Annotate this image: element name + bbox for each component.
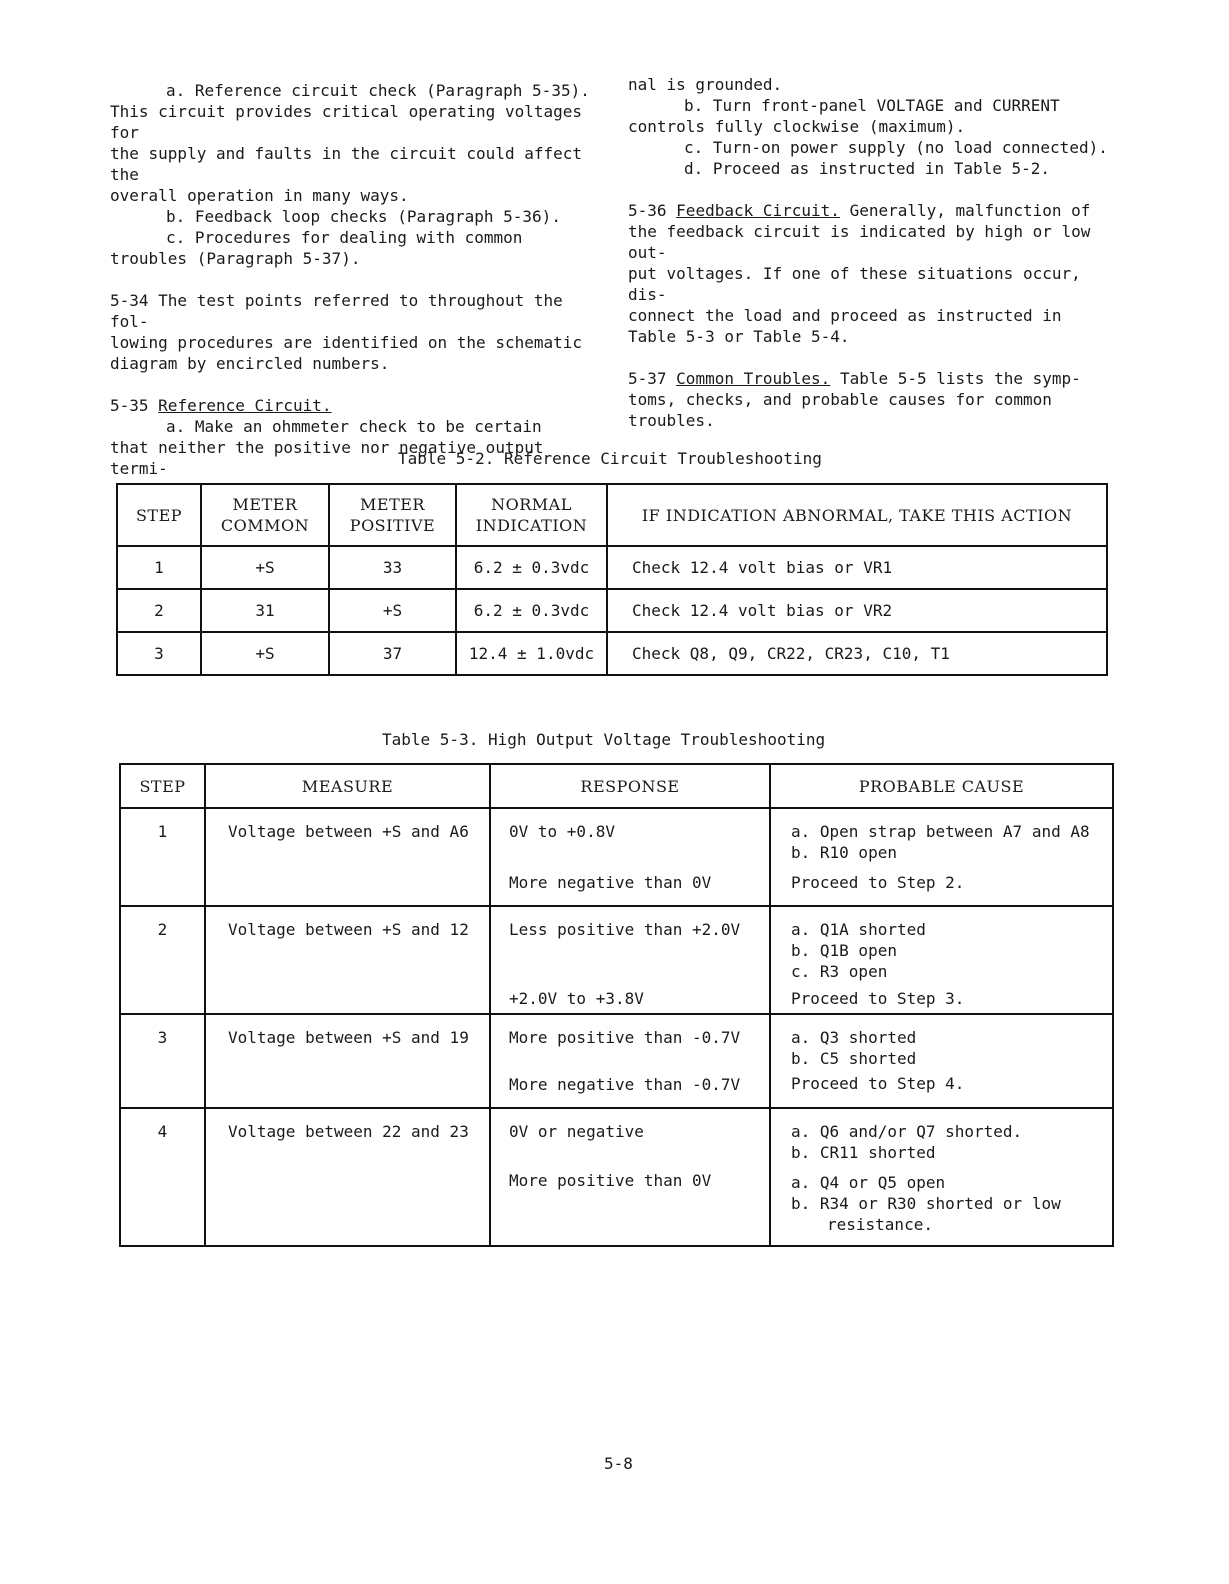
step-value: 2 bbox=[157, 920, 168, 939]
header-line: METER bbox=[360, 495, 425, 514]
cell-step: 2 bbox=[117, 589, 201, 632]
right-column bbox=[628, 74, 1128, 431]
table-row bbox=[120, 1108, 1113, 1246]
page-number: 5-8 bbox=[604, 1454, 633, 1473]
response-line: More positive than 0V bbox=[509, 1171, 712, 1190]
left-column bbox=[110, 80, 590, 479]
section-heading: Reference Circuit. bbox=[158, 396, 332, 415]
header-probable-cause: PROBABLE CAUSE bbox=[770, 764, 1113, 808]
cell-step: 3 bbox=[117, 632, 201, 675]
table-header-row bbox=[117, 484, 1107, 546]
paragraph-text: Generally, malfunction of bbox=[849, 201, 1091, 220]
cell-positive: 37 bbox=[329, 632, 456, 675]
table-5-2-caption: Table 5-2. Reference Circuit Troubleshooting bbox=[398, 449, 822, 468]
cell-cause bbox=[770, 906, 1113, 1014]
table-row bbox=[117, 546, 1107, 589]
cause-line: c. R3 open bbox=[791, 962, 888, 981]
table-5-2 bbox=[116, 483, 1108, 676]
cell-normal: 12.4 ± 1.0vdc bbox=[456, 632, 607, 675]
list-item-c: c. Procedures for dealing with common bbox=[166, 228, 523, 247]
cell-action: Check 12.4 volt bias or VR1 bbox=[607, 546, 1107, 589]
cause-line: b. R34 or R30 shorted or low bbox=[791, 1194, 1061, 1213]
paragraph-5-36 bbox=[628, 200, 1128, 221]
measure-text: Voltage between +S and 19 bbox=[228, 1028, 469, 1047]
list-item-b: b. Feedback loop checks (Paragraph 5-36). bbox=[166, 207, 561, 226]
cell-measure bbox=[205, 808, 490, 906]
list-item-b: b. Turn front-panel VOLTAGE and CURRENT bbox=[684, 96, 1060, 115]
header-line: COMMON bbox=[220, 516, 310, 535]
header-step: STEP bbox=[117, 484, 201, 546]
paragraph-5-36: the feedback circuit is indicated by high or low out- bbox=[628, 222, 1091, 262]
list-item-c: c. Turn-on power supply (no load connected). bbox=[684, 138, 1108, 157]
cell-action: Check 12.4 volt bias or VR2 bbox=[607, 589, 1107, 632]
response-line: Less positive than +2.0V bbox=[509, 920, 741, 939]
table-header-row bbox=[120, 764, 1113, 808]
section-heading: Common Troubles. bbox=[676, 369, 831, 388]
step-value: 4 bbox=[157, 1122, 168, 1141]
cause-line: Proceed to Step 2. bbox=[791, 873, 965, 892]
table-5-3-caption: Table 5-3. High Output Voltage Troubleshooting bbox=[382, 730, 826, 749]
paragraph-5-36: put voltages. If one of these situations occur, dis- bbox=[628, 264, 1081, 304]
cell-cause bbox=[770, 1014, 1113, 1108]
list-item-d: d. Proceed as instructed in Table 5-2. bbox=[684, 159, 1051, 178]
cause-line: Proceed to Step 3. bbox=[791, 989, 965, 1008]
paragraph-5-34: lowing procedures are identified on the schematic bbox=[110, 333, 583, 352]
header-step: STEP bbox=[120, 764, 205, 808]
table-row bbox=[117, 589, 1107, 632]
measure-text: Voltage between +S and 12 bbox=[228, 920, 469, 939]
cell-measure bbox=[205, 1108, 490, 1246]
paragraph-5-35-heading bbox=[110, 395, 590, 416]
cause-line: b. R10 open bbox=[791, 843, 897, 862]
cell-positive: 33 bbox=[329, 546, 456, 589]
paragraph-5-35-item-a-cont: that neither the positive nor negative output termi- bbox=[110, 438, 544, 478]
paragraph-5-37: toms, checks, and probable causes for common bbox=[628, 390, 1052, 409]
cell-normal: 6.2 ± 0.3vdc bbox=[456, 546, 607, 589]
header-line: POSITIVE bbox=[349, 516, 436, 535]
response-line: More negative than 0V bbox=[509, 873, 712, 892]
header-meter-positive bbox=[329, 484, 456, 546]
list-item-c-cont: troubles (Paragraph 5-37). bbox=[110, 249, 361, 268]
header-normal-indication bbox=[456, 484, 607, 546]
table-row bbox=[120, 906, 1113, 1014]
cell-step: 1 bbox=[117, 546, 201, 589]
cause-line: b. Q1B open bbox=[791, 941, 897, 960]
continued-text: nal is grounded. bbox=[628, 75, 783, 94]
cell-response bbox=[490, 1014, 770, 1108]
step-value: 3 bbox=[157, 1028, 168, 1047]
response-line: More positive than -0.7V bbox=[509, 1028, 741, 1047]
cell-cause bbox=[770, 1108, 1113, 1246]
cause-line: b. CR11 shorted bbox=[791, 1143, 936, 1162]
cell-step bbox=[120, 1014, 205, 1108]
cause-line: a. Q1A shorted bbox=[791, 920, 926, 939]
paragraph-number: 5-37 bbox=[628, 369, 667, 388]
response-line: +2.0V to +3.8V bbox=[509, 989, 644, 1008]
paragraph-number: 5-35 bbox=[110, 396, 149, 415]
table-row bbox=[117, 632, 1107, 675]
cause-line: Proceed to Step 4. bbox=[791, 1074, 965, 1093]
paragraph-5-36: connect the load and proceed as instructed in bbox=[628, 306, 1062, 325]
header-action: IF INDICATION ABNORMAL, TAKE THIS ACTION bbox=[607, 484, 1107, 546]
step-value: 1 bbox=[157, 822, 168, 841]
cell-measure bbox=[205, 906, 490, 1014]
table-5-3 bbox=[119, 763, 1114, 1247]
response-line: More negative than -0.7V bbox=[509, 1075, 741, 1094]
paragraph-5-34: diagram by encircled numbers. bbox=[110, 354, 390, 373]
paragraph-5-34: 5-34 The test points referred to throughout the fol- bbox=[110, 291, 563, 331]
cell-response bbox=[490, 1108, 770, 1246]
cell-common: 31 bbox=[201, 589, 329, 632]
paragraph-5-36: Table 5-3 or Table 5-4. bbox=[628, 327, 850, 346]
cause-line: a. Q4 or Q5 open bbox=[791, 1173, 946, 1192]
measure-text: Voltage between 22 and 23 bbox=[228, 1122, 469, 1141]
list-item-a-cont: overall operation in many ways. bbox=[110, 186, 409, 205]
header-response: RESPONSE bbox=[490, 764, 770, 808]
header-line: NORMAL bbox=[491, 495, 572, 514]
cause-line: b. C5 shorted bbox=[791, 1049, 917, 1068]
cause-line: a. Open strap between A7 and A8 bbox=[791, 822, 1090, 841]
cell-normal: 6.2 ± 0.3vdc bbox=[456, 589, 607, 632]
cause-line: resistance. bbox=[827, 1215, 933, 1234]
cell-step bbox=[120, 808, 205, 906]
list-item-b-cont: controls fully clockwise (maximum). bbox=[628, 117, 966, 136]
response-line: 0V or negative bbox=[509, 1122, 644, 1141]
response-line: 0V to +0.8V bbox=[509, 822, 615, 841]
cell-common: +S bbox=[201, 632, 329, 675]
cell-positive: +S bbox=[329, 589, 456, 632]
header-line: METER bbox=[232, 495, 298, 514]
cell-response bbox=[490, 808, 770, 906]
table-row bbox=[120, 808, 1113, 906]
cell-response bbox=[490, 906, 770, 1014]
list-item-a-cont: This circuit provides critical operating voltages for bbox=[110, 102, 583, 142]
header-line: INDICATION bbox=[475, 516, 588, 535]
cell-step bbox=[120, 1108, 205, 1246]
cell-cause bbox=[770, 808, 1113, 906]
cause-line: a. Q6 and/or Q7 shorted. bbox=[791, 1122, 1023, 1141]
paragraph-5-37: troubles. bbox=[628, 411, 715, 430]
cause-line: a. Q3 shorted bbox=[791, 1028, 917, 1047]
header-meter-common bbox=[201, 484, 329, 546]
paragraph-5-37 bbox=[628, 368, 1128, 389]
paragraph-5-35-item-a: a. Make an ohmmeter check to be certain bbox=[166, 417, 542, 436]
cell-measure bbox=[205, 1014, 490, 1108]
cell-step bbox=[120, 906, 205, 1014]
header-measure: MEASURE bbox=[205, 764, 490, 808]
cell-action: Check Q8, Q9, CR22, CR23, C10, T1 bbox=[607, 632, 1107, 675]
list-item-a: a. Reference circuit check (Paragraph 5-35). bbox=[166, 81, 590, 100]
paragraph-text: Table 5-5 lists the symp- bbox=[839, 369, 1081, 388]
cell-common: +S bbox=[201, 546, 329, 589]
table-row bbox=[120, 1014, 1113, 1108]
section-heading: Feedback Circuit. bbox=[676, 201, 840, 220]
paragraph-number: 5-36 bbox=[628, 201, 667, 220]
measure-text: Voltage between +S and A6 bbox=[228, 822, 469, 841]
list-item-a-cont: the supply and faults in the circuit could affect the bbox=[110, 144, 583, 184]
